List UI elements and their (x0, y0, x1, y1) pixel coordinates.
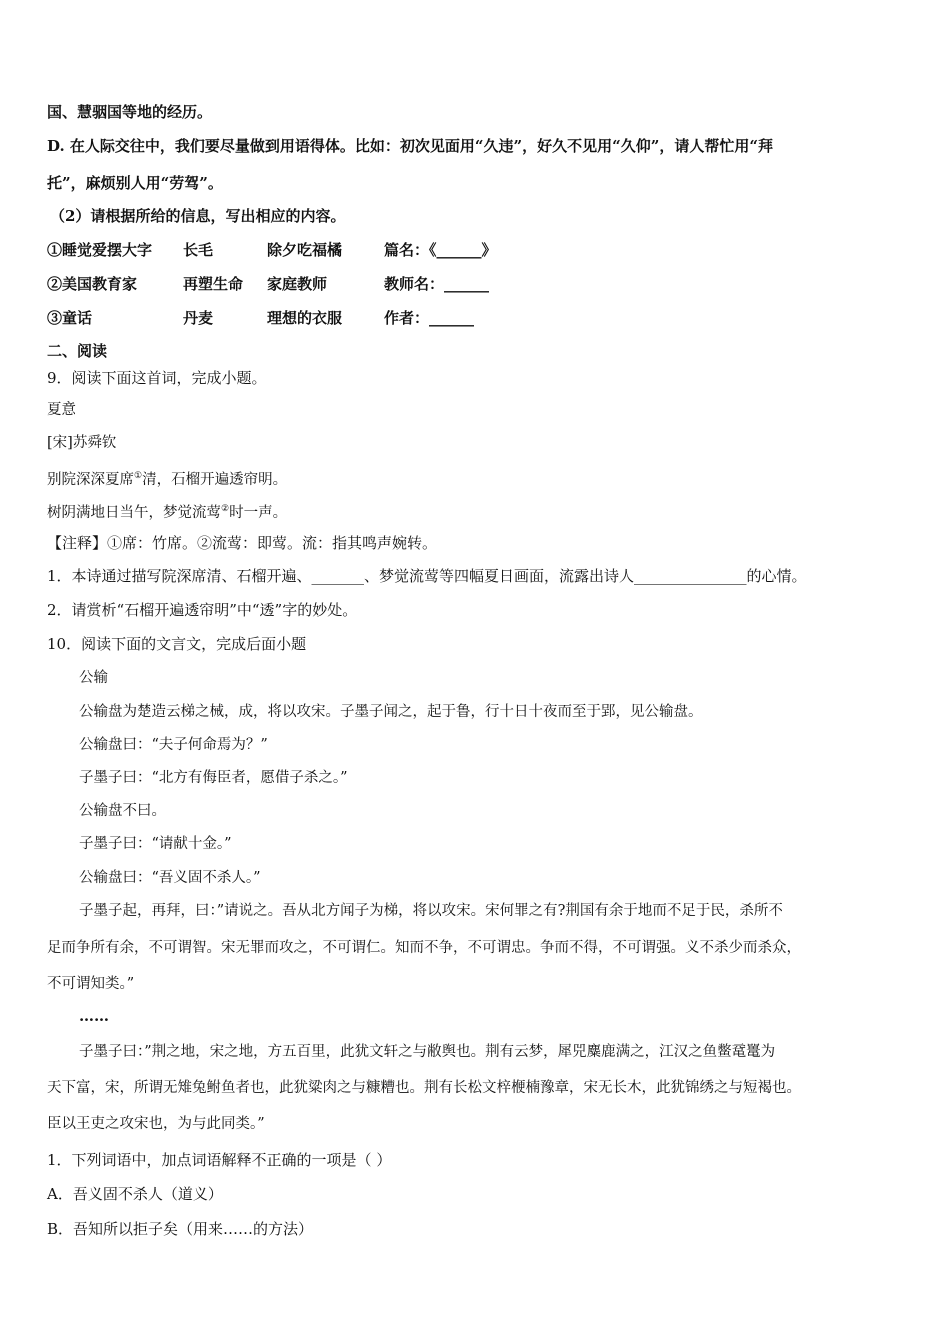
annotation: 【注释】①席：竹席。②流莺：即莺。流：指其鸣声婉转。 (47, 534, 438, 552)
text-paragraph: 公输盘为楚造云梯之械，成，将以攻宋。子墨子闻之，起于鲁，行十日十夜而至于郢，见公输盘。 (79, 704, 703, 720)
option-b: B．吾知所以拒子矣（用来……的方法） (47, 1220, 314, 1238)
text-title: 公输 (79, 670, 108, 686)
text-paragraph: 子墨子起，再拜，曰：”请说之。吾从北方闻子为梯，将以攻宋。宋何罪之有?荆国有余于地而不足于民，杀所不 (79, 903, 783, 919)
option-d-line1: D. 在人际交往中，我们要尽量做到用语得体。比如：初次见面用“久违”，好久不见用“久仰”，请人帮忙用“拜 (47, 137, 774, 155)
ellipsis: …… (79, 1007, 109, 1025)
cell: 再塑生命 (183, 275, 244, 293)
cell: ①睡觉爱摆大字 (47, 241, 153, 259)
poem-author: [宋]苏舜钦 (47, 435, 117, 451)
text-paragraph: 子墨子曰：“请献十金。” (79, 836, 232, 852)
cell: 丹麦 (183, 309, 214, 327)
poem-line-2: 树阴满地日当午，梦觉流莺②时一声。 (47, 504, 288, 521)
cell: 长毛 (183, 241, 214, 259)
text-paragraph: 子墨子曰：“北方有侮臣者，愿借子杀之。” (79, 770, 348, 786)
info-row-3 (47, 308, 907, 328)
question-10-1: 1．下列词语中，加点词语解释不正确的一项是（ ） (47, 1151, 392, 1169)
answer-blank: 篇名：《______》 (384, 241, 497, 259)
cell: 家庭教师 (267, 275, 328, 293)
poem-title: 夏意 (47, 402, 76, 418)
cell: 理想的衣服 (267, 309, 343, 327)
question-10: 10．阅读下面的文言文，完成后面小题 (47, 635, 307, 653)
section-heading: 二、阅读 (47, 342, 108, 360)
question-9: 9．阅读下面这首词，完成小题。 (47, 369, 267, 387)
cell: ②美国教育家 (47, 275, 138, 293)
question-9-2: 2．请赏析“石榴开遍透帘明”中“透”字的妙处。 (47, 601, 358, 619)
note-marker: ① (134, 471, 143, 481)
text-line: 国、慧骃国等地的经历。 (47, 103, 213, 121)
info-row-1 (47, 240, 907, 260)
poem-line-1: 别院深深夏席①清，石榴开遍透帘明。 (47, 471, 288, 488)
text-paragraph: 公输盘不曰。 (79, 803, 166, 819)
answer-blank: 教师名：______ (384, 275, 490, 293)
text-paragraph: 足而争所有余，不可谓智。宋无罪而攻之，不可谓仁。知而不争，不可谓忠。争而不得，不可谓强。义不杀少而杀众， (47, 940, 801, 956)
text-paragraph: 臣以王吏之攻宋也，为与此同类。” (47, 1116, 265, 1132)
text-paragraph: 公输盘曰：“吾义固不杀人。” (79, 870, 261, 886)
text-paragraph: 公输盘曰：“夫子何命焉为？” (79, 737, 268, 753)
info-row-2 (47, 274, 907, 294)
option-a: A．吾义固不杀人（道义） (47, 1185, 223, 1203)
text-paragraph: 子墨子曰：”荆之地，宋之地，方五百里，此犹文轩之与敝舆也。荆有云梦，犀兕麋鹿满之，江汉之鱼鳖鼋鼍为 (79, 1044, 776, 1060)
cell: ③童话 (47, 309, 93, 327)
answer-blank: 作者：______ (384, 309, 475, 327)
cell: 除夕吃福橘 (267, 241, 343, 259)
text-paragraph: 不可谓知类。” (47, 976, 135, 992)
note-marker: ② (221, 504, 230, 514)
question-2: （2）请根据所给的信息，写出相应的内容。 (50, 207, 346, 225)
text-paragraph: 天下富，宋，所谓无雉兔鲋鱼者也，此犹粱肉之与糠糟也。荆有长松文梓楩楠豫章，宋无长木，此犹锦绣之与短褐也。 (47, 1080, 801, 1096)
question-9-1: 1．本诗通过描写院深席清、石榴开遍、_______、梦觉流莺等四幅夏日画面，流露出诗人_______________的心情。 (47, 567, 807, 585)
option-d-line2: 托”，麻烦别人用“劳驾”。 (47, 174, 223, 192)
